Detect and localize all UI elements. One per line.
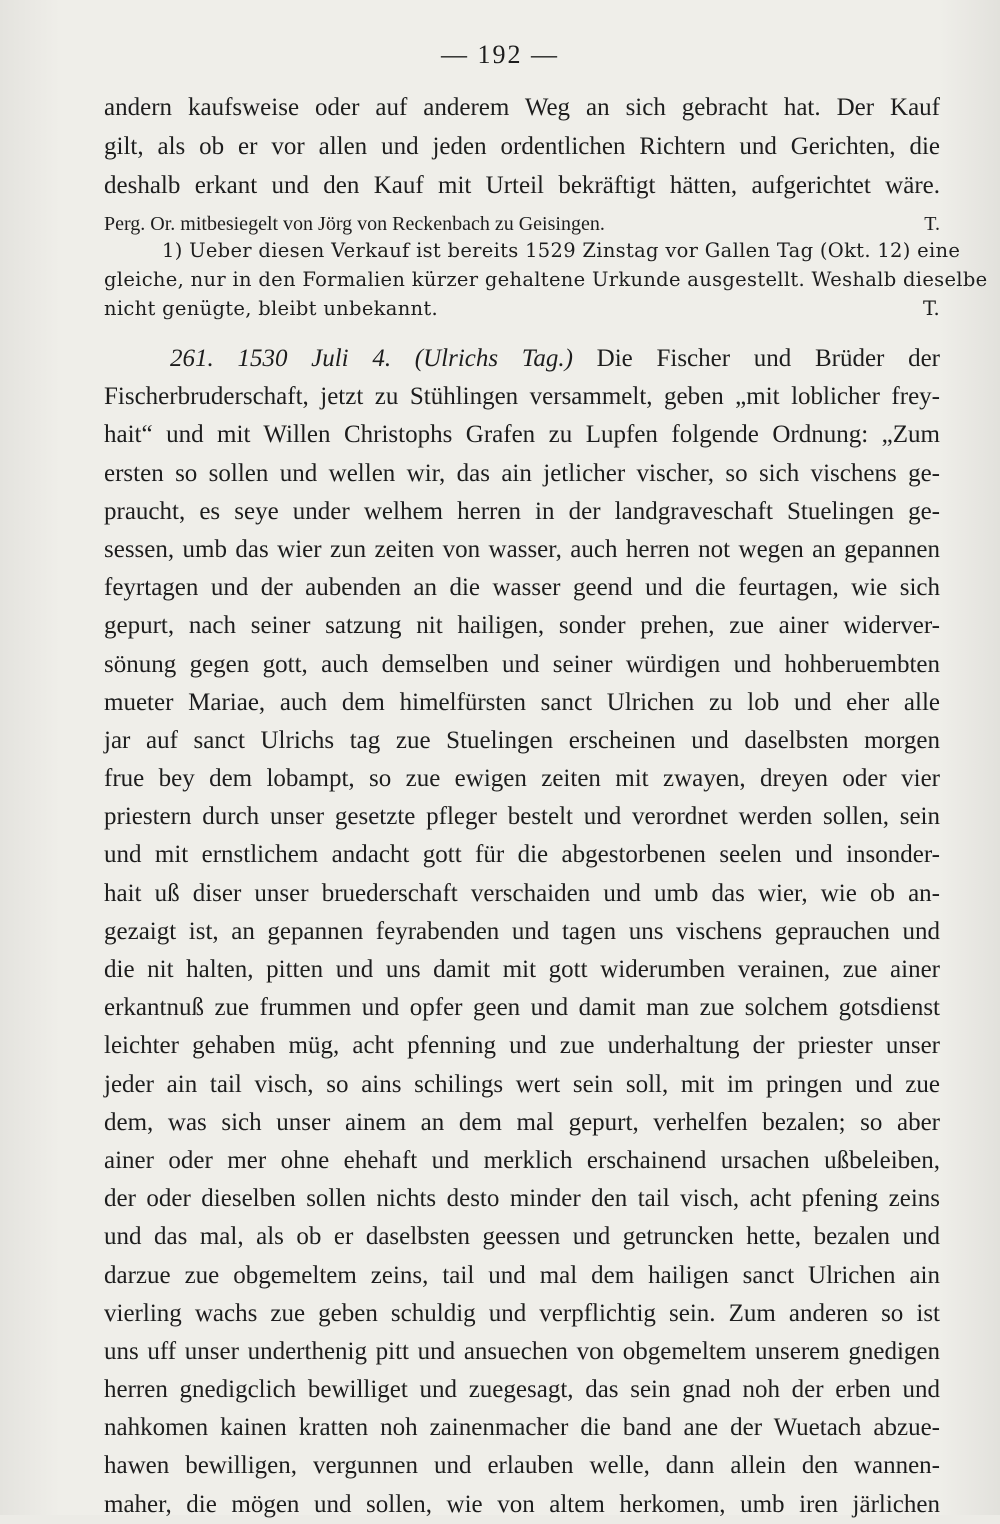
text-line: uns uff unser underthenig pitt und ansuechen von obgemeltem unserem gnedigen xyxy=(104,1337,940,1365)
text-line: feyrtagen und der aubenden an die wasser geend und die feurtagen, wie sich xyxy=(104,574,940,602)
entry-first-line-rest: Die Fischer und Brüder der xyxy=(572,345,940,372)
text-line: praucht, es seye under welhem herren in der landgraveschaft Stuelingen ge- xyxy=(104,497,940,525)
footnote-line: gleiche, nur in den Formalien kürzer gehaltene Urkunde ausgestellt. Weshalb dieselbe xyxy=(104,268,988,291)
footnote-last-text: nicht genügte, bleibt unbekannt. xyxy=(104,297,439,320)
text-line: gilt, als ob er vor allen und jeden ordentlichen Richtern und Gerichten, die xyxy=(104,133,940,160)
entry-261 xyxy=(104,340,940,1524)
text-line: und das mal, als ob er daselbsten geessen und getruncken hette, bezalen und xyxy=(104,1223,940,1251)
text-line: maher, die mögen und sollen, wie von altem herkomen, umb iren järlichen xyxy=(104,1490,940,1518)
text-line: der oder dieselben sollen nichts desto minder den tail visch, acht pfening zeins xyxy=(104,1185,940,1213)
text-line: hait uß diser unser bruederschaft verschaiden und umb das wier, wie ob an- xyxy=(104,879,940,907)
text-line: und mit ernstlichem andacht gott für die abgestorbenen seelen und insonder- xyxy=(104,841,940,869)
text-line: dem, was sich unser ainem an dem mal gepurt, verhelfen bezalen; so aber xyxy=(104,1108,940,1136)
entry-heading: 261. 1530 Juli 4. (Ulrichs Tag.) xyxy=(170,345,573,372)
text-line: sessen, umb das wier zun zeiten von wasser, auch herren not wegen an gepannen xyxy=(104,535,940,563)
text-line: sönung gegen gott, auch demselben und seiner würdigen und hohberuembten xyxy=(104,650,940,678)
text-line: hawen bewilligen, vergunnen und erlauben welle, dann allein den wannen- xyxy=(104,1452,940,1480)
text-line: Fischerbruderschaft, jetzt zu Stühlingen versammelt, geben „mit loblicher frey- xyxy=(104,383,940,411)
text-line: herren gnedigclich bewilliget und zuegesagt, das sein gnad noh der erben und xyxy=(104,1376,940,1404)
text-line: deshalb erkant und den Kauf mit Urteil bekräftigt hätten, aufgerichtet wäre. xyxy=(104,172,940,199)
previous-entry-ending xyxy=(104,88,940,244)
text-line: leichter gehaben müg, acht pfenning und zue underhaltung der priester unser xyxy=(104,1032,940,1060)
text-line: frue bey dem lobampt, so zue ewigen zeiten mit zwayen, dreyen oder vier xyxy=(104,765,940,793)
text-line: darzue zue obgemeltem zeins, tail und mal dem hailigen sanct Ulrichen ain xyxy=(104,1261,940,1289)
footnote-line xyxy=(104,294,940,323)
page-number: — 192 — xyxy=(441,40,559,69)
text-line: ainer oder mer ohne ehehaft und merklich erschainend ursachen ußbeleiben, xyxy=(104,1146,940,1174)
entry-first-line xyxy=(104,340,940,378)
footnote xyxy=(104,236,988,323)
text-line: nahkomen kainen kratten noh zainenmacher die band ane der Wuetach abzue- xyxy=(104,1414,940,1442)
footnote-line: 1) Ueber diesen Verkauf ist bereits 1529 Zinstag vor Gallen Tag (Okt. 12) eine xyxy=(162,239,961,262)
text-line: jar auf sanct Ulrichs tag zue Stuelingen erscheinen und daselbsten morgen xyxy=(104,726,940,754)
text-line: die nit halten, pitten und uns damit mit gott widerumben verainen, zue ainer xyxy=(104,956,940,983)
text-line: gezaigt ist, an gepannen feyrabenden und tagen uns vischens geprauchen und xyxy=(104,917,940,945)
text-line: andern kaufsweise oder auf anderem Weg an sich gebracht hat. Der Kauf xyxy=(104,94,940,121)
text-line: ersten so sollen und wellen wir, das ain jetlicher vischer, so sich vischens ge- xyxy=(104,459,940,487)
text-line: mueter Mariae, auch dem himelfürsten sanct Ulrichen zu lob und eher alle xyxy=(104,688,940,716)
text-line: vierling wachs zue geben schuldig und verpflichtig sein. Zum anderen so ist xyxy=(104,1299,940,1327)
text-line: erkantnuß zue frummen und opfer geen und damit man zue solchem gotsdienst xyxy=(104,994,940,1022)
text-line: jeder ain tail visch, so ains schilings wert sein soll, mit im pringen und zue xyxy=(104,1070,940,1098)
source-line: Perg. Or. mitbesiegelt von Jörg von Reckenbach zu Geisingen. xyxy=(104,213,605,235)
source-signature: T. xyxy=(924,213,940,235)
text-line: priestern durch unser gesetzte pfleger bestelt und verordnet werden sollen, sein xyxy=(104,803,940,831)
footnote-signature: T. xyxy=(923,297,940,320)
text-line: gepurt, nach seiner satzung nit hailigen, sonder prehen, zue ainer widerver- xyxy=(104,612,940,640)
text-line: hait“ und mit Willen Christophs Grafen zu Lupfen folgende Ordnung: „Zum xyxy=(104,421,940,449)
